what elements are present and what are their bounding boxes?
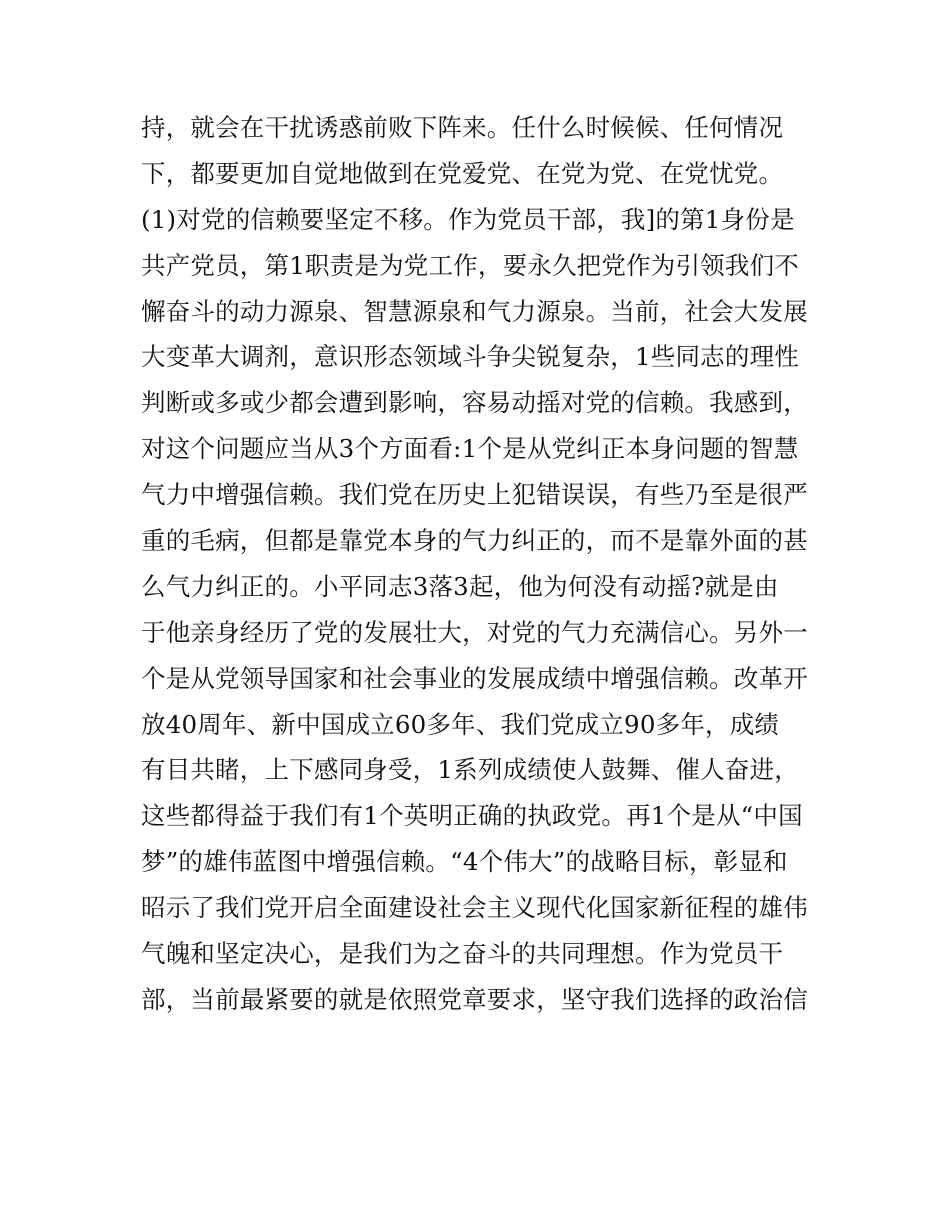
text-line: 判断或多或少都会遭到影响，容易动摇对党的信赖。我感到，	[141, 388, 808, 418]
body-text	[141, 105, 821, 1023]
text-line: 于他亲身经历了党的发展壮大，对党的气力充满信心。另外一	[141, 617, 808, 647]
text-line: 么气力纠正的。小平同志3落3起，他为何没有动摇?就是由	[141, 571, 779, 601]
text-line: 这些都得益于我们有1个英明正确的执政党。再1个是从“中国	[141, 801, 803, 831]
text-line: 懈奋斗的动力源泉、智慧源泉和气力源泉。当前，社会大发展	[141, 296, 808, 326]
text-line: 放40周年、新中国成立60多年、我们党成立90多年，成绩	[141, 709, 780, 739]
text-line: 下，都要更加自觉地做到在党爱党、在党为党、在党忧党。	[141, 158, 784, 188]
text-line: 重的毛病，但都是靠党本身的气力纠正的，而不是靠外面的甚	[141, 526, 808, 556]
text-line: 气魄和坚定决心，是我们为之奋斗的共同理想。作为党员干	[141, 939, 784, 969]
text-line: 大变革大调剂，意识形态领域斗争尖锐复杂，1些同志的理性	[141, 342, 799, 372]
text-line: 有目共睹，上下感同身受，1系列成绩使人鼓舞、催人奋进，	[141, 755, 799, 785]
text-line: 个是从党领导国家和社会事业的发展成绩中增强信赖。改革开	[141, 663, 808, 693]
text-line: (1)对党的信赖要坚定不移。作为党员干部，我]的第1身份是	[141, 204, 795, 234]
text-line: 对这个问题应当从3个方面看:1个是从党纠正本身问题的智慧	[141, 434, 799, 464]
text-line: 部，当前最紧要的就是依照党章要求，坚守我们选择的政治信	[141, 984, 808, 1014]
text-line: 昭示了我们党开启全面建设社会主义现代化国家新征程的雄伟	[141, 893, 808, 923]
text-line: 梦”的雄伟蓝图中增强信赖。“4个伟大”的战略目标，彰显和	[141, 847, 788, 877]
text-line: 气力中增强信赖。我们党在历史上犯错误误，有些乃至是很严	[141, 480, 808, 510]
text-line: 持，就会在干扰诱惑前败下阵来。任什么时候候、任何情况	[141, 113, 784, 142]
text-line: 共产党员，第1职责是为党工作，要永久把党作为引领我们不	[141, 250, 799, 280]
